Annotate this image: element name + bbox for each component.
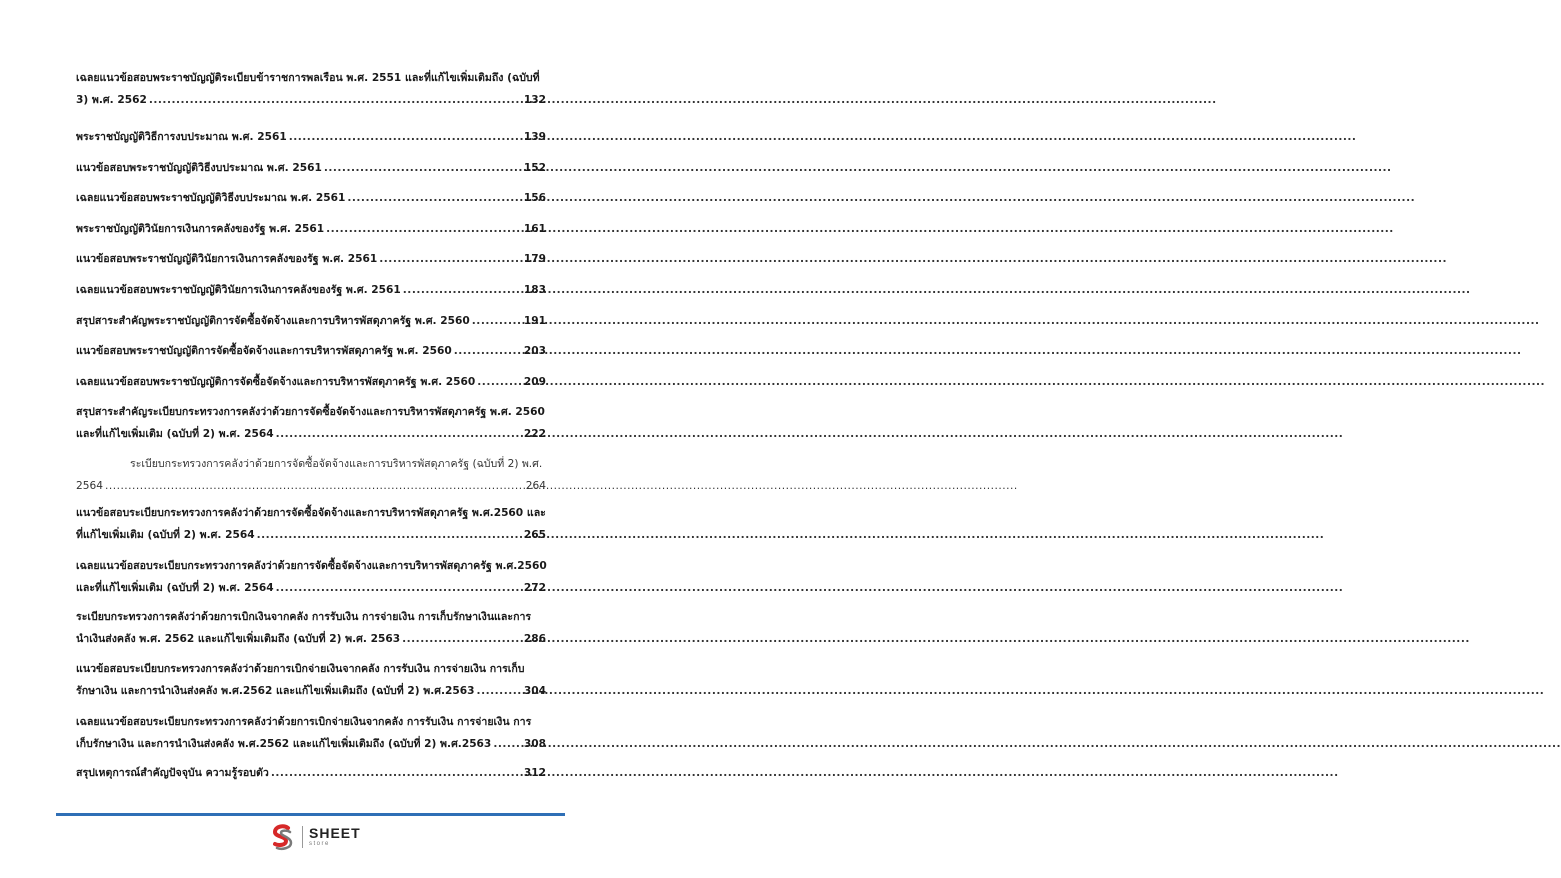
- toc-entry-page: 286: [523, 633, 546, 645]
- toc-entry-page: 139: [523, 131, 546, 143]
- leader-dots: [326, 218, 522, 240]
- toc-entry-title-line1: เฉลยแนวข้อสอบระเบียบกระทรวงการคลังว่าด้วยการจัดซื้อจัดจ้างและการบริหารพัสดุภาครัฐ พ.ศ.2560: [76, 560, 547, 572]
- toc-entry-title: สรุปสาระสำคัญพระราชบัญญัติการจัดซื้อจัดจ้างและการบริหารพัสดุภาครัฐ พ.ศ. 2560: [76, 315, 470, 327]
- toc-entry-title-line1: แนวข้อสอบระเบียบกระทรวงการคลังว่าด้วยการเบิกจ่ายเงินจากคลัง การรับเงิน การจ่ายเงิน การเก็บ: [76, 663, 525, 675]
- toc-entry-title-line1: แนวข้อสอบระเบียบกระทรวงการคลังว่าด้วยการจัดซื้อจัดจ้างและการบริหารพัสดุภาครัฐ พ.ศ.2560 และ: [76, 507, 546, 519]
- leader-dots: [493, 733, 522, 755]
- toc-entry-page: 209: [523, 376, 546, 388]
- toc-entry-title: พระราชบัญญัติวินัยการเงินการคลังของรัฐ พ.ศ. 2561: [76, 223, 325, 235]
- toc-entry-page: 191: [523, 315, 546, 327]
- leader-dots: [289, 126, 522, 148]
- toc-entry-title-line1: เฉลยแนวข้อสอบพระราชบัญญัติระเบียบข้าราชการพลเรือน พ.ศ. 2551 และที่แก้ไขเพิ่มเติมถึง (ฉบับที่: [76, 72, 540, 84]
- toc-entry-title: เฉลยแนวข้อสอบพระราชบัญญัติการจัดซื้อจัดจ้างและการบริหารพัสดุภาครัฐ พ.ศ. 2560: [76, 376, 476, 388]
- toc-entry-title: และที่แก้ไขเพิ่มเติม (ฉบับที่ 2) พ.ศ. 2564: [76, 428, 274, 440]
- toc-entry-title: แนวข้อสอบพระราชบัญญัติวินัยการเงินการคลังของรัฐ พ.ศ. 2561: [76, 253, 378, 265]
- toc-entry[interactable]: [76, 126, 546, 148]
- toc-entry-page: 222: [523, 428, 546, 440]
- toc-entry[interactable]: [76, 218, 546, 240]
- leader-dots: [149, 89, 522, 111]
- toc-entry-title: แนวข้อสอบพระราชบัญญัติวิธีงบประมาณ พ.ศ. 2561: [76, 162, 322, 174]
- logo-wordmark: [302, 826, 361, 848]
- toc-entry-page: 161: [523, 223, 546, 235]
- leader-dots: [276, 423, 522, 445]
- toc-entry-title: 3) พ.ศ. 2562: [76, 94, 147, 106]
- toc-entry-title: สรุปเหตุการณ์สำคัญปัจจุบัน ความรู้รอบตัว: [76, 767, 269, 779]
- leader-dots: [477, 371, 522, 393]
- toc-entry[interactable]: [76, 658, 546, 702]
- toc-entry[interactable]: [76, 340, 546, 362]
- toc-entry-page: 179: [523, 253, 546, 265]
- leader-dots: [403, 279, 522, 301]
- toc-entry[interactable]: [76, 248, 546, 270]
- toc-entry[interactable]: [76, 67, 546, 111]
- toc-entry-page: 156: [523, 192, 546, 204]
- toc-entry-title: นำเงินส่งคลัง พ.ศ. 2562 และแก้ไขเพิ่มเติมถึง (ฉบับที่ 2) พ.ศ. 2563: [76, 633, 401, 645]
- toc-entry-page: 183: [523, 284, 546, 296]
- toc-entry-page: 152: [523, 162, 546, 174]
- toc-entry[interactable]: [76, 157, 546, 179]
- toc-entry-title: ที่แก้ไขเพิ่มเติม (ฉบับที่ 2) พ.ศ. 2564: [76, 529, 255, 541]
- toc-entry-title-line1: สรุปสาระสำคัญระเบียบกระทรวงการคลังว่าด้วยการจัดซื้อจัดจ้างและการบริหารพัสดุภาครัฐ พ.ศ. 2560: [76, 406, 545, 418]
- toc-entry[interactable]: [76, 555, 546, 599]
- leader-dots: [271, 762, 522, 784]
- toc-entry-page: 312: [523, 767, 546, 779]
- leader-dots: [454, 340, 522, 362]
- toc-entry[interactable]: [76, 187, 546, 209]
- leader-dots: [347, 187, 522, 209]
- toc-entry-title: เฉลยแนวข้อสอบพระราชบัญญัติวินัยการเงินการคลังของรัฐ พ.ศ. 2561: [76, 284, 401, 296]
- toc-entry[interactable]: [76, 279, 546, 301]
- toc-entry[interactable]: [76, 606, 546, 650]
- toc-entry[interactable]: [76, 762, 546, 784]
- toc-entry-title: เฉลยแนวข้อสอบพระราชบัญญัติวิธีงบประมาณ พ.ศ. 2561: [76, 192, 346, 204]
- toc-entry-title-line1: ระเบียบกระทรวงการคลังว่าด้วยการจัดซื้อจัดจ้างและการบริหารพัสดุภาครัฐ (ฉบับที่ 2) พ.ศ.: [130, 458, 543, 470]
- toc-entry-title-line1: เฉลยแนวข้อสอบระเบียบกระทรวงการคลังว่าด้วยการเบิกจ่ายเงินจากคลัง การรับเงิน การจ่ายเงิน การ: [76, 716, 532, 728]
- toc-entry-page: 264: [525, 480, 546, 492]
- toc-entry[interactable]: [76, 711, 546, 755]
- toc-entry-title-line1: ระเบียบกระทรวงการคลังว่าด้วยการเบิกเงินจากคลัง การรับเงิน การจ่ายเงิน การเก็บรักษาเงินและการ: [76, 611, 532, 623]
- toc-entry-page: 272: [523, 582, 546, 594]
- toc-entry-title: พระราชบัญญัติวิธีการงบประมาณ พ.ศ. 2561: [76, 131, 287, 143]
- toc-entry-page: 132: [523, 94, 546, 106]
- toc-entry-title: 2564: [76, 480, 103, 492]
- logo-sub-text: store: [309, 841, 330, 847]
- leader-dots: [105, 475, 524, 497]
- sheet-store-logo: [268, 823, 361, 851]
- toc-entry[interactable]: [76, 401, 546, 445]
- toc-entry-page: 265: [523, 529, 546, 541]
- leader-dots: [257, 524, 522, 546]
- leader-dots: [379, 248, 522, 270]
- toc-entry-title: และที่แก้ไขเพิ่มเติม (ฉบับที่ 2) พ.ศ. 2564: [76, 582, 274, 594]
- toc-entry-title: แนวข้อสอบพระราชบัญญัติการจัดซื้อจัดจ้างและการบริหารพัสดุภาครัฐ พ.ศ. 2560: [76, 345, 452, 357]
- toc-entry-title: รักษาเงิน และการนำเงินส่งคลัง พ.ศ.2562 และแก้ไขเพิ่มเติมถึง (ฉบับที่ 2) พ.ศ.2563: [76, 685, 475, 697]
- sheet-logo-icon: [268, 823, 296, 851]
- toc-entry-page: 304: [523, 685, 546, 697]
- toc-entry-title: เก็บรักษาเงิน และการนำเงินส่งคลัง พ.ศ.2562 และแก้ไขเพิ่มเติมถึง (ฉบับที่ 2) พ.ศ.2563: [76, 738, 492, 750]
- logo-main-text: SHEET: [309, 825, 361, 841]
- footer-divider: [56, 813, 565, 816]
- toc-entry[interactable]: [76, 371, 546, 393]
- toc-entry[interactable]: [76, 453, 546, 497]
- leader-dots: [324, 157, 522, 179]
- leader-dots: [276, 577, 522, 599]
- toc-entry[interactable]: [76, 502, 546, 546]
- leader-dots: [472, 310, 522, 332]
- toc-entry-page: 308: [523, 738, 546, 750]
- leader-dots: [477, 680, 522, 702]
- leader-dots: [402, 628, 522, 650]
- toc-entry-page: 203: [523, 345, 546, 357]
- toc-entry[interactable]: [76, 310, 546, 332]
